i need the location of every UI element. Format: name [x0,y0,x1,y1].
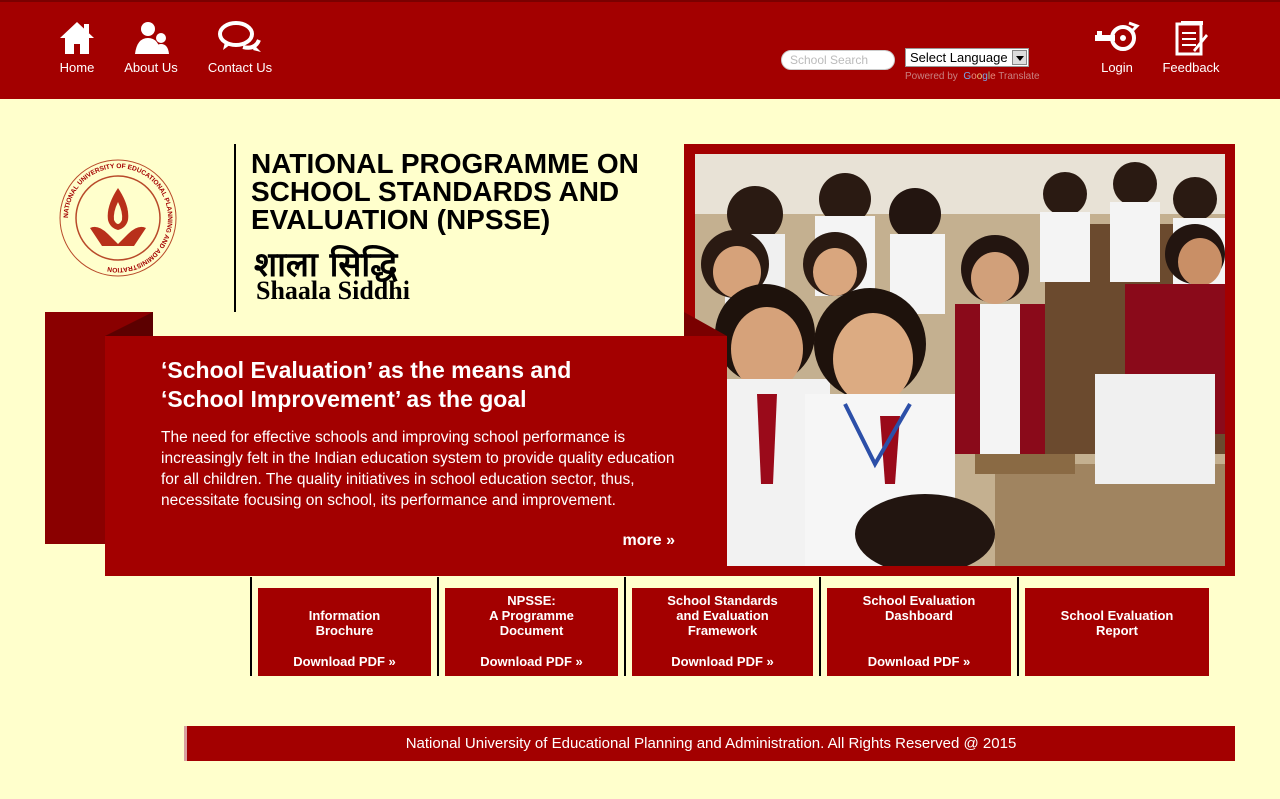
card-information-brochure[interactable] [258,588,431,676]
school-search-input[interactable] [781,50,895,70]
nav-contact-us[interactable] [204,20,276,75]
program-name: Shaala Siddhi [256,276,410,305]
nav-feedback-label: Feedback [1162,60,1220,75]
google-translate-attribution [905,71,1040,82]
hero-ribbon [105,336,727,576]
nav-home[interactable] [54,20,100,75]
card-divider [1017,577,1019,676]
card-divider [437,577,439,676]
card-school-standards-framework[interactable] [632,588,813,676]
page-title: NATIONAL PROGRAMME ON SCHOOL STANDARDS AND EVALUATION (NPSSE) [251,148,639,235]
chat-bubbles-icon [217,20,263,56]
download-pdf-link[interactable]: Download PDF » [671,654,774,669]
home-icon [58,20,96,56]
card-divider [819,577,821,676]
footer [184,726,1235,761]
translate-link[interactable]: Translate [998,71,1040,82]
users-icon [131,20,171,56]
card-title: NPSSE: A Programme Document [489,593,574,638]
tagline-line-1: ‘School Evaluation’ as the means and [161,357,572,383]
card-title: School Standards and Evaluation Framework [667,593,778,638]
nav-feedback[interactable] [1160,20,1222,75]
document-pen-icon [1173,20,1209,56]
footer-copyright: National University of Educational Planning and Administration. All Rights Reserved @ 2015 [405,735,1017,752]
card-title: School Evaluation Report [1060,608,1174,638]
title-divider [234,144,236,312]
language-select[interactable] [905,48,1029,67]
google-logo-text: Google [963,71,996,82]
card-divider [250,577,252,676]
language-select-value: Select Language [910,50,1008,65]
nav-login-label: Login [1101,60,1133,75]
hindi-program-name: शाला सिद्धि [254,245,398,285]
nav-about-us[interactable] [120,20,182,75]
nav-about-label: About Us [124,60,178,75]
hero-description: The need for effective schools and improving school performance is increasingly felt in the Indian education system to provide quality education for all children. The quality initiatives in school education sector, thus, necessitate focusing on school, its performance and improvement. [161,429,675,509]
card-school-evaluation-report[interactable] [1025,588,1209,676]
download-pdf-link[interactable]: Download PDF » [867,654,971,669]
powered-by-text: Powered by [905,71,958,82]
download-pdf-link[interactable]: Download PDF » [293,654,396,669]
nav-contact-label: Contact Us [207,60,273,75]
nav-login[interactable] [1088,20,1146,75]
card-school-evaluation-dashboard[interactable] [827,588,1011,676]
nav-home-label: Home [59,60,95,75]
card-npsse-programme-document[interactable] [445,588,618,676]
nuepa-logo [50,154,186,282]
hero-tagline [161,356,681,414]
svg-text:NATIONAL UNIVERSITY OF EDUCATI: NATIONAL UNIVERSITY OF EDUCATIONAL PLANNING AND ADMINISTRATION [62,162,174,274]
key-icon [1093,20,1141,56]
tagline-line-2: ‘School Improvement’ as the goal [161,386,527,412]
more-link[interactable]: more » [622,532,675,549]
hero-photo-students [695,154,1225,566]
chevron-down-icon [1012,50,1027,65]
card-divider [624,577,626,676]
top-navigation-bar [0,0,1280,99]
card-title: Information Brochure [308,608,381,638]
card-title: School Evaluation Dashboard [862,593,976,623]
download-pdf-link[interactable]: Download PDF » [480,654,583,669]
